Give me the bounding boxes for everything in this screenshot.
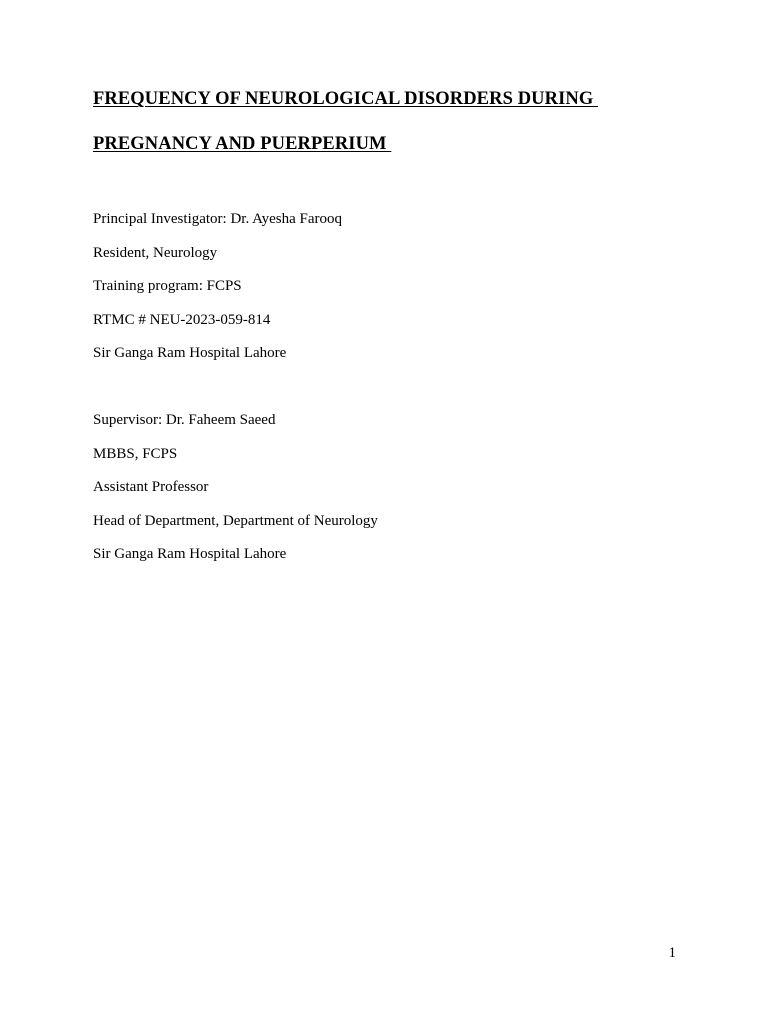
investigator-role: Resident, Neurology: [93, 244, 218, 261]
investigator-rtmc-number: RTMC # NEU-2023-059-814: [93, 311, 271, 328]
principal-investigator-block: [93, 209, 342, 377]
supervisor-block: [93, 410, 378, 578]
page-number: 1: [668, 945, 676, 961]
supervisor-hospital: Sir Ganga Ram Hospital Lahore: [93, 546, 287, 562]
document-title-line-2: PREGNANCY AND PUERPERIUM: [93, 134, 392, 154]
supervisor-qualifications: MBBS, FCPS: [93, 445, 178, 462]
supervisor-department: Head of Department, Department of Neurology: [93, 512, 378, 529]
document-title-line-1: FREQUENCY OF NEUROLOGICAL DISORDERS DURING: [93, 89, 599, 109]
supervisor-title: Assistant Professor: [93, 479, 209, 495]
investigator-hospital: Sir Ganga Ram Hospital Lahore: [93, 345, 287, 361]
investigator-training-program: Training program: FCPS: [93, 278, 242, 294]
investigator-name: Principal Investigator: Dr. Ayesha Farooq: [93, 211, 342, 227]
supervisor-name: Supervisor: Dr. Faheem Saeed: [93, 412, 276, 428]
